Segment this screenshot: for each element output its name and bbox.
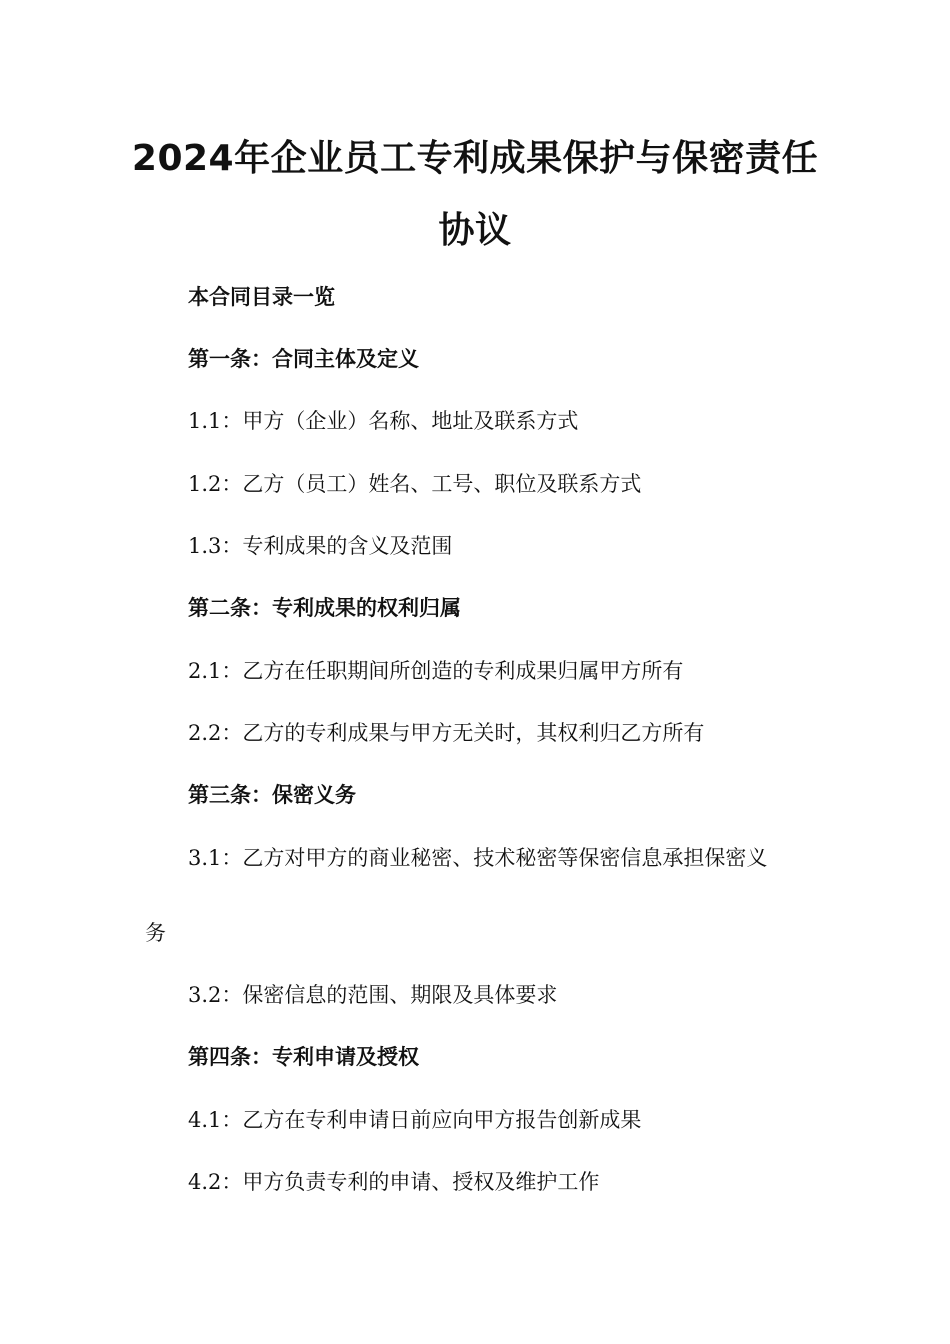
- article-4-heading: 第四条：专利申请及授权: [188, 1045, 419, 1069]
- clause-3-2: 3.2：保密信息的范围、期限及具体要求: [188, 983, 558, 1007]
- clause-1-3: 1.3：专利成果的含义及范围: [188, 534, 453, 558]
- article-1-heading: 第一条：合同主体及定义: [188, 347, 419, 371]
- article-3-heading: 第三条：保密义务: [188, 783, 356, 807]
- clause-4-1: 4.1：乙方在专利申请日前应向甲方报告创新成果: [188, 1108, 642, 1132]
- clause-1-2: 1.2：乙方（员工）姓名、工号、职位及联系方式: [188, 472, 642, 496]
- clause-1-1: 1.1：甲方（企业）名称、地址及联系方式: [188, 409, 579, 433]
- clause-4-2: 4.2：甲方负责专利的申请、授权及维护工作: [188, 1170, 600, 1194]
- document-title-line-1: 2024年企业员工专利成果保护与保密责任: [131, 138, 819, 179]
- clause-2-1: 2.1：乙方在任职期间所创造的专利成果归属甲方所有: [188, 659, 684, 683]
- article-2-heading: 第二条：专利成果的权利归属: [188, 596, 461, 620]
- document-title-line-2: 协议: [438, 210, 512, 251]
- toc-heading: 本合同目录一览: [188, 285, 335, 309]
- clause-3-1-continuation: 务: [145, 921, 166, 945]
- clause-3-1: 3.1：乙方对甲方的商业秘密、技术秘密等保密信息承担保密义: [188, 846, 768, 870]
- clause-2-2: 2.2：乙方的专利成果与甲方无关时，其权利归乙方所有: [188, 721, 705, 745]
